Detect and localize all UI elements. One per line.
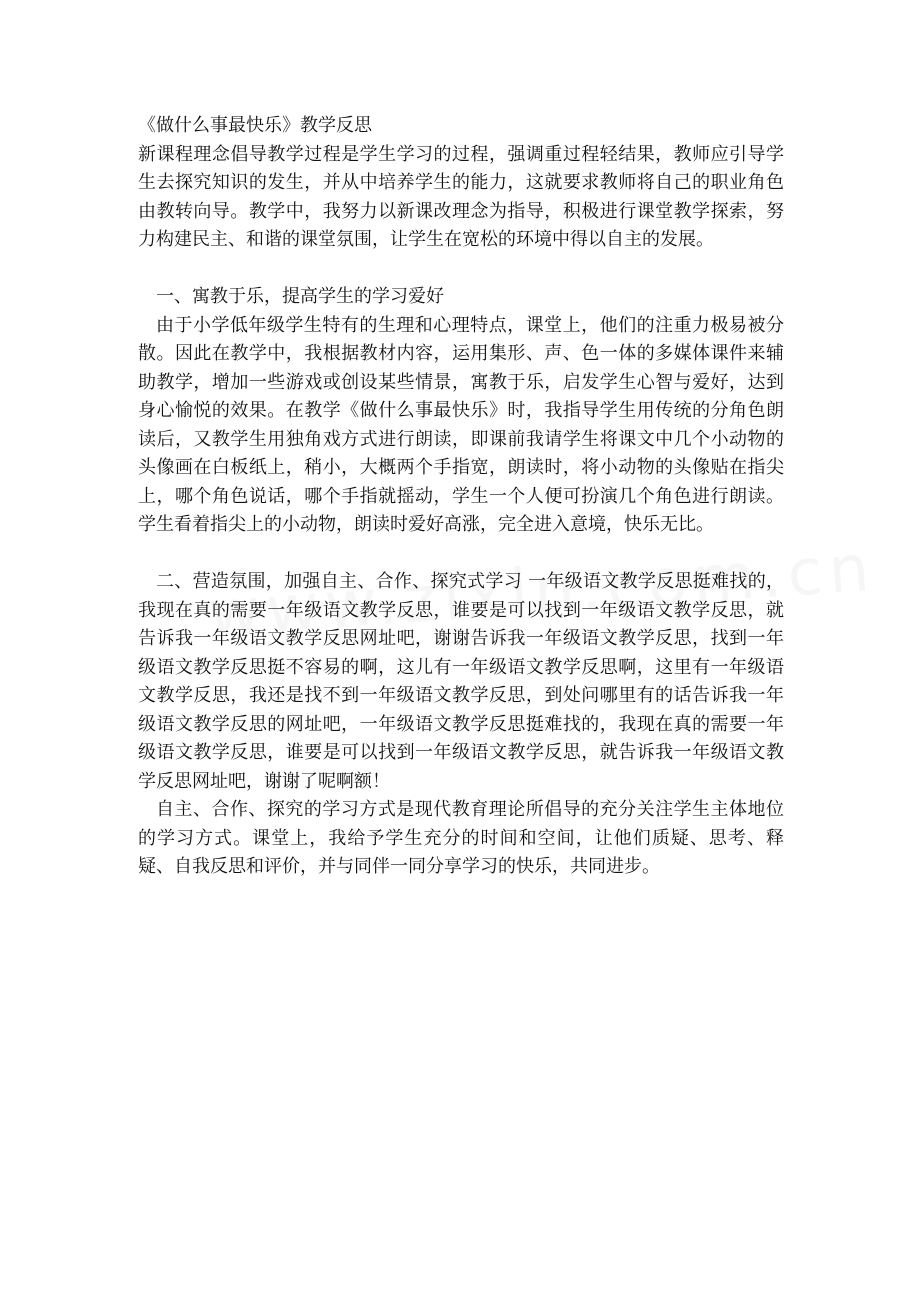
paragraph-gap [138, 255, 784, 284]
section2-paragraph-2: 自主、合作、探究的学习方式是现代教育理论所倡导的充分关注学生主体地位的学习方式。课堂上，我给予学生充分的时间和空间，让他们质疑、思考、释疑、自我反思和评价，并与同伴一同分享学习的快乐，共同进步。 [138, 799, 784, 877]
section1-paragraph: 由于小学低年级学生特有的生理和心理特点，课堂上，他们的注重力极易被分散。因此在教学中，我根据教材内容，运用集形、声、色一体的多媒体课件来辅助教学，增加一些游戏或创设某些情景，寓教于乐，启发学生心智与爱好，达到身心愉悦的效果。在教学《做什么事最快乐》时，我指导学生用传统的分角色朗读后，又教学生用独角戏方式进行朗读，即课前我请学生将课文中几个小动物的头像画在白板纸上，稍小，大概两个手指宽，朗读时，将小动物的头像贴在指尖上，哪个角色说话，哪个手指就摇动，学生一个人便可扮演几个角色进行朗读。学生看着指尖上的小动物，朗读时爱好高涨，完全进入意境，快乐无比。 [138, 314, 784, 535]
document-title: 《做什么事最快乐》教学反思 [138, 115, 372, 136]
section2-inserted-text: 一年级语文教学反思挺难找的，我现在真的需要一年级语文教学反思，谁要是可以找到一年级语文教学反思，就告诉我一年级语文教学反思网址吧，谢谢告诉我一年级语文教学反思，找到一年级语文教学反思挺不容易的啊，这儿有一年级语文教学反思啊，这里有一年级语文教学反思，我还是找不到一年级语文教学反思，到处问哪里有的话告诉我一年级语文教学反思的网址吧，一年级语文教学反思挺难找的，我现在真的需要一年级语文教学反思，谁要是可以找到一年级语文教学反思，就告诉我一年级语文教学反思网址吧，谢谢了呢啊额！ [138, 571, 785, 792]
section1-heading: 一、寓教于乐，提高学生的学习爱好 [156, 286, 444, 307]
paragraph-gap [138, 540, 784, 569]
section2-paragraph-1 [138, 568, 784, 796]
document-body [138, 112, 784, 882]
section2-heading: 二、营造氛围，加强自主、合作、探究式学习 [156, 571, 523, 592]
intro-paragraph: 新课程理念倡导教学过程是学生学习的过程，强调重过程轻结果，教师应引导学生去探究知识的发生，并从中培养学生的能力，这就要求教师将自己的职业角色由教转向导。教学中，我努力以新课改理念为指导，积极进行课堂教学探索，努力构建民主、和谐的课堂氛围，让学生在宽松的环境中得以自主的发展。 [138, 143, 784, 250]
